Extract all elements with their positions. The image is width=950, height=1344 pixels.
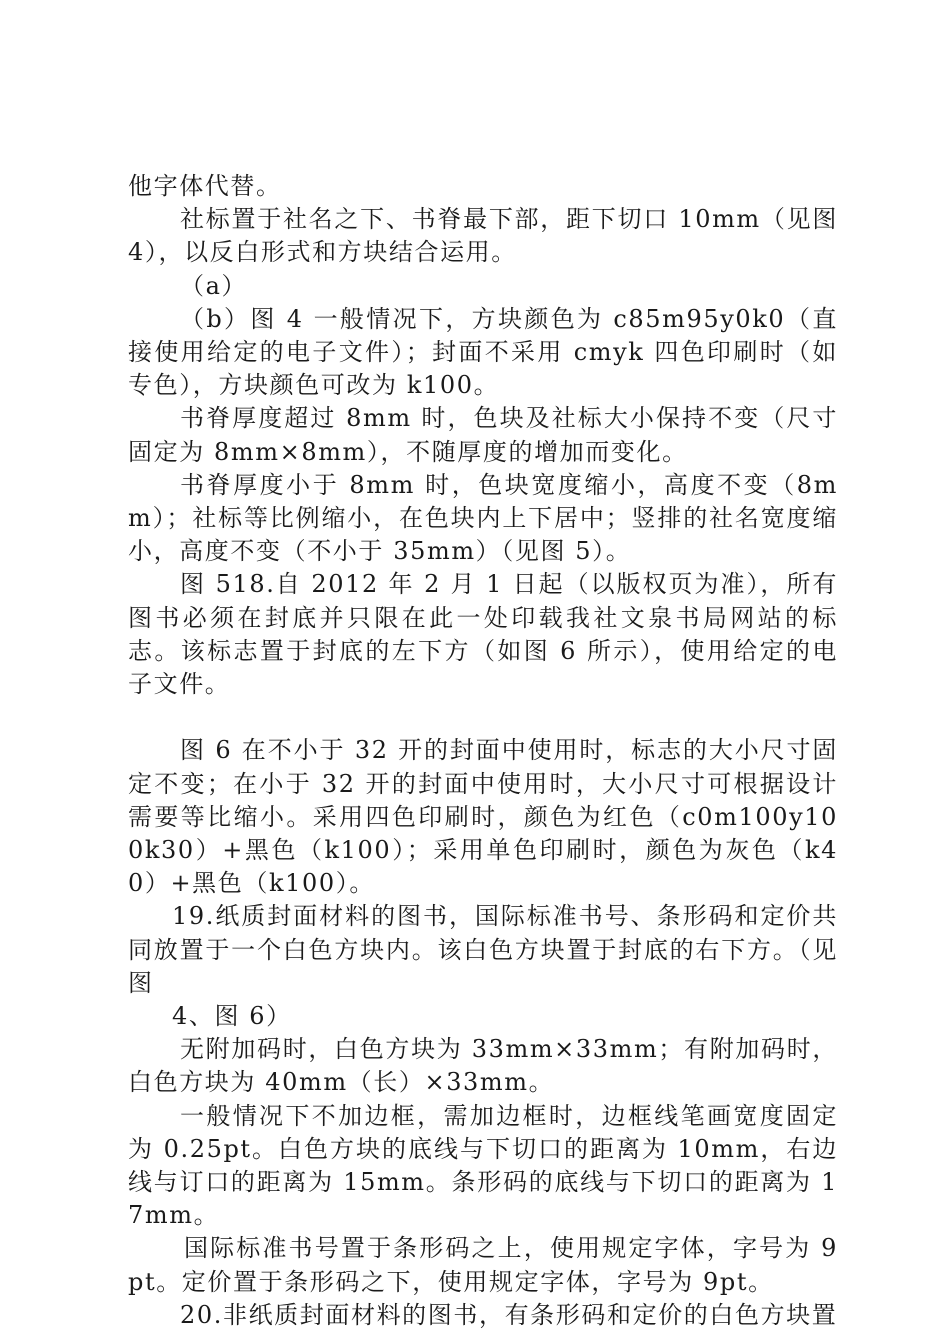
paragraph-9: 19.纸质封面材料的图书，国际标准书号、条形码和定价共同放置于一个白色方块内。该白色方块置于封底的右下方。（见图 (128, 902, 838, 997)
paragraph-1: 他字体代替。 (128, 172, 282, 200)
paragraph-13: 国际标准书号置于条形码之上，使用规定字体，字号为 9pt。定价置于条形码之下，使用规定字体，字号为 9pt。 (128, 1234, 838, 1296)
paragraph-7: 图 518.自 2012 年 2 月 1 日起（以版权页为准），所有图书必须在封底并只限在此一处印载我社文泉书局网站的标志。该标志置于封底的左下方（如图 6 所示），使用给定的电子文件。 (128, 570, 838, 699)
paragraph-8: 图 6 在不小于 32 开的封面中使用时，标志的大小尺寸固定不变；在小于 32 开的封面中使用时，大小尺寸可根据设计需要等比缩小。采用四色印刷时，颜色为红色（c0m100y100k30）+黑色（k100）；采用单色印刷时，颜色为灰色（k40）+黑色（k100）。 (128, 736, 838, 898)
document-body (128, 170, 838, 1332)
paragraph-2: 社标置于社名之下、书脊最下部，距下切口 10mm（见图 4），以反白形式和方块结合运用。 (128, 205, 838, 267)
paragraph-10: 4、图 6） (172, 1002, 292, 1031)
paragraph-4: （b）图 4 一般情况下，方块颜色为 c85m95y0k0（直接使用给定的电子文件）；封面不采用 cmyk 四色印刷时（如专色），方块颜色可改为 k100。 (128, 304, 838, 400)
paragraph-14: 20.非纸质封面材料的图书，有条形码和定价的白色方块置 (180, 1300, 838, 1329)
paragraph-5: 书脊厚度超过 8mm 时，色块及社标大小保持不变（尺寸固定为 8mm×8mm），不随厚度的增加而变化。 (128, 404, 838, 466)
paragraph-6: 书脊厚度小于 8mm 时，色块宽度缩小，高度不变（8mm）；社标等比例缩小，在色块内上下居中；竖排的社名宽度缩小，高度不变（不小于 35mm）（见图 5）。 (128, 470, 838, 566)
paragraph-12: 一般情况下不加边框，需加边框时，边框线笔画宽度固定为 0.25pt。白色方块的底线与下切口的距离为 10mm，右边线与订口的距离为 15mm。条形码的底线与下切口的距离为 17mm。 (128, 1101, 838, 1230)
paragraph-gap (128, 701, 838, 734)
paragraph-3: （a） (180, 271, 248, 300)
paragraph-11: 无附加码时，白色方块为 33mm×33mm；有附加码时，白色方块为 40mm（长）×33mm。 (128, 1035, 838, 1097)
